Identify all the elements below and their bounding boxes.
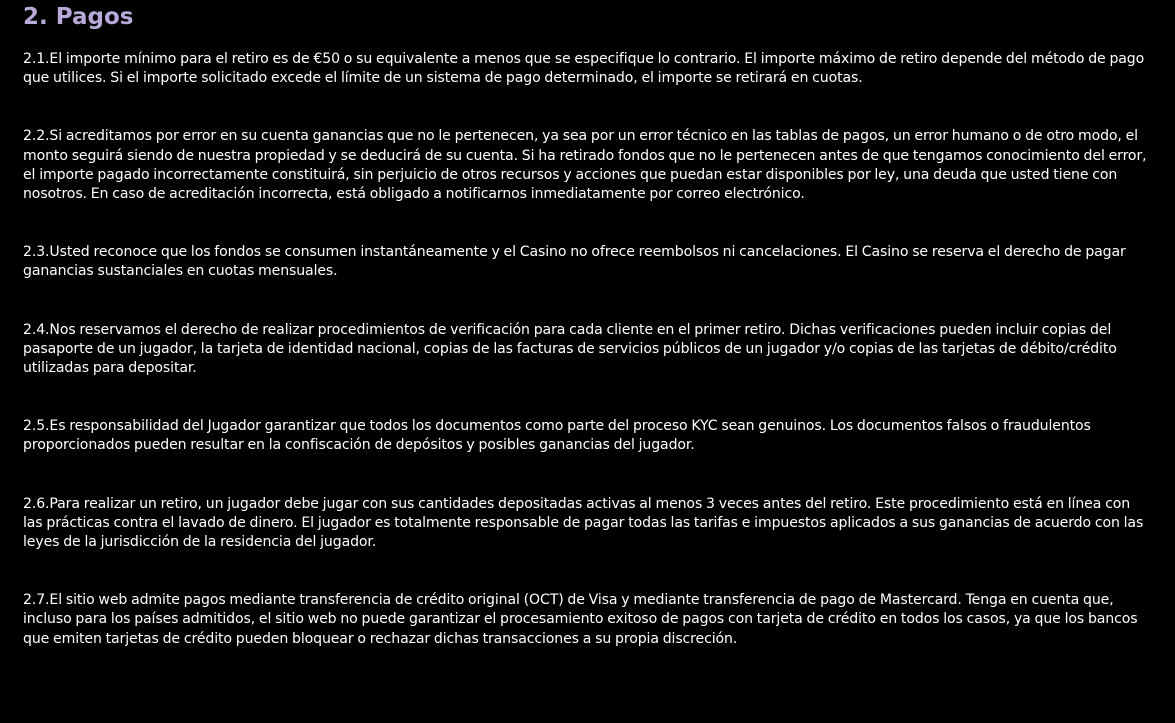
clause-2-5: 2.5.Es responsabilidad del Jugador garantizar que todos los documentos como parte del proceso KYC sean genuinos. Los documentos falsos o fraudulentos proporcionados pueden resultar en la confiscación de depósitos y posibles ganancias del jugador.: [23, 418, 1091, 454]
clause-2-4: 2.4.Nos reservamos el derecho de realizar procedimientos de verificación para cada cliente en el primer retiro. Dichas verificaciones pueden incluir copias del pasaporte de un jugador, la tarjeta de identidad nacional, copias de las facturas de servicios públicos de un jugador y/o copias de las tarjetas de débito/crédito utilizadas para depositar.: [23, 321, 1117, 377]
clause-2-3: 2.3.Usted reconoce que los fondos se consumen instantáneamente y el Casino no ofrece reembolsos ni cancelaciones. El Casino se reserva el derecho de pagar ganancias sustanciales en cuotas mensuales.: [23, 244, 1126, 280]
clause-2-1: 2.1.El importe mínimo para el retiro es de €50 o su equivalente a menos que se especifique lo contrario. El importe máximo de retiro depende del método de pago que utilices. Si el importe solicitado excede el límite de un sistema de pago determinado, el importe se retirará en cuotas.: [23, 51, 1145, 87]
clause-list: [23, 50, 1151, 649]
clause-2-7: 2.7.El sitio web admite pagos mediante transferencia de crédito original (OCT) de Visa y mediante transferencia de pago de Mastercard. Tenga en cuenta que, incluso para los países admitidos, el sitio web no puede garantizar el procesamiento exitoso de pagos con tarjeta de crédito en todos los casos, ya que los bancos que emiten tarjetas de crédito pueden bloquear o rechazar dichas transacciones a su propia discreción.: [23, 592, 1138, 647]
clause-2-6: 2.6.Para realizar un retiro, un jugador debe jugar con sus cantidades depositadas activas al menos 3 veces antes del retiro. Este procedimiento está en línea con las prácticas contra el lavado de dinero. El jugador es totalmente responsable de pagar todas las tarifas e impuestos aplicados a sus ganancias de acuerdo con las leyes de la jurisdicción de la residencia del jugador.: [23, 495, 1144, 551]
section-title: 2. Pagos: [23, 4, 134, 30]
clause-2-2: 2.2.Si acreditamos por error en su cuenta ganancias que no le pertenecen, ya sea por un error técnico en las tablas de pagos, un error humano o de otro modo, el monto seguirá siendo de nuestra propiedad y se deducirá de su cuenta. Si ha retirado fondos que no le pertenecen antes de que tengamos conocimiento del error, el importe pagado incorrectamente constituirá, sin perjuicio de otros recursos y acciones que puedan estar disponibles por ley, una deuda que usted tiene con nosotros. En caso de acreditación incorrecta, está obligado a notificarnos inmediatamente por correo electrónico.: [23, 128, 1147, 203]
